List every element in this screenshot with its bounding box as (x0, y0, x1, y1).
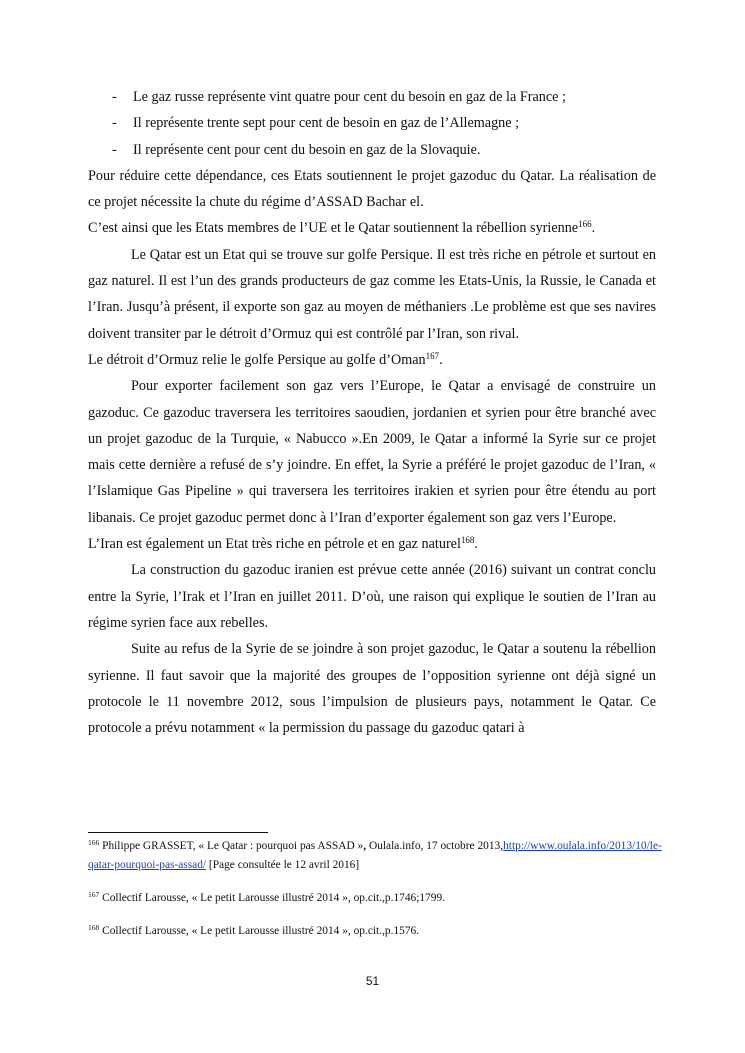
footnote-ref[interactable]: 168 (460, 535, 475, 546)
list-item (88, 84, 656, 110)
paragraph-end: . (474, 536, 478, 553)
footnote (88, 837, 668, 875)
paragraph-end: . (591, 220, 596, 237)
footnote (88, 922, 668, 941)
bullet-text: Il représente trente sept pour cent de besoin en gaz de l’Allemagne ; (133, 115, 520, 132)
footnote-text: Oulala.info, 17 octobre 2013, (366, 840, 504, 852)
paragraph-text: C’est ainsi que les Etats membres de l’UE et le Qatar soutiennent la rébellion syrienne (88, 220, 579, 237)
footnote-text: Collectif Larousse, « Le petit Larousse illustré 2014 », op.cit.,p.1576. (102, 925, 420, 937)
list-item (88, 110, 656, 136)
paragraph: Le Qatar est un Etat qui se trouve sur golfe Persique. Il est très riche en pétrole et surtout en gaz naturel. Il est l’un des grands producteurs de gaz comme les Etats-Unis, la Russie, le Canada et l’Iran. Jusqu’à présent, il exporte son gaz au moyen de méthaniers .Le problème est que ses navires doivent transiter par le détroit d’Ormuz qui est contrôlé par l’Iran, son rival. (88, 246, 656, 342)
paragraph (88, 215, 656, 241)
paragraph-text: Le détroit d’Ormuz relie le golfe Persique au golfe d’Oman (88, 351, 426, 368)
footnote-link[interactable]: http://www.oulala.info/2013/10/le-qatar-pourquoi-pas-assad/ (88, 840, 662, 871)
paragraph: Pour exporter facilement son gaz vers l’Europe, le Qatar a envisagé de construire un gazoduc. Ce gazoduc traversera les territoires saoudien, jordanien et syrien pour être branché avec un projet gazoduc de la Turquie, « Nabucco ».En 2009, le Qatar a informé la Syrie sur ce projet mais cette dernière a refusé de s’y joindre. En effet, la Syrie a préféré le projet gazoduc de l’Iran, « l’Islamique Gas Pipeline » qui traversera les territoires irakien et syrien pour être étendu au port libanais. Ce projet gazoduc permet donc à l’Iran d’exporter également son gaz vers l’Europe. (88, 378, 656, 526)
bullet-marker: - (112, 141, 117, 158)
footnote-text: Collectif Larousse, « Le petit Larousse illustré 2014 », op.cit.,p.1746;1799. (102, 892, 446, 904)
footnote-text: , (363, 840, 367, 852)
paragraph (88, 347, 656, 373)
footnote-ref[interactable]: 166 (578, 219, 592, 230)
paragraph: Pour réduire cette dépendance, ces Etats soutiennent le projet gazoduc du Qatar. La réalisation de ce projet nécessite la chute du régime d’ASSAD Bachar el. (88, 167, 656, 211)
paragraph-text: L’Iran est également un Etat très riche en pétrole et en gaz naturel (88, 536, 461, 553)
footnote-number: 166 (88, 838, 100, 847)
list-item (88, 137, 656, 163)
body-text (88, 84, 656, 741)
paragraph-end: . (439, 351, 443, 368)
footnote-ref[interactable]: 167 (425, 350, 440, 361)
bullet-list (88, 84, 656, 163)
footnotes (88, 837, 668, 941)
bullet-text: Le gaz russe représente vint quatre pour cent du besoin en gaz de la France ; (133, 89, 566, 105)
paragraph: Suite au refus de la Syrie de se joindre à son projet gazoduc, le Qatar a soutenu la rébellion syrienne. Il faut savoir que la majorité des groupes de l’opposition syrienne ont déjà signé un protocole le 11 novembre 2012, sous l’impulsion de plusieurs pays, notamment le Qatar. Ce protocole a prévu notamment « la permission du passage du gazoduc qatari à (88, 641, 656, 737)
bullet-marker: - (112, 89, 117, 105)
footnote-text: Philippe GRASSET, « Le Qatar : pourquoi pas ASSAD » (102, 840, 364, 852)
footnote (88, 889, 668, 908)
footnote-separator (88, 832, 268, 833)
bullet-text: Il représente cent pour cent du besoin en gaz de la Slovaquie. (133, 141, 481, 158)
page-number: 51 (365, 974, 380, 988)
bullet-marker: - (112, 115, 117, 132)
footnote-number: 167 (88, 890, 100, 899)
paragraph (88, 531, 656, 557)
paragraph: La construction du gazoduc iranien est prévue cette année (2016) suivant un contrat conclu entre la Syrie, l’Irak et l’Iran en juillet 2011. D’où, une raison qui explique le soutien de l’Iran au régime syrien face aux rebelles. (88, 562, 656, 631)
footnote-number: 168 (88, 923, 100, 932)
footnote-text: [Page consultée le 12 avril 2016] (206, 859, 360, 871)
